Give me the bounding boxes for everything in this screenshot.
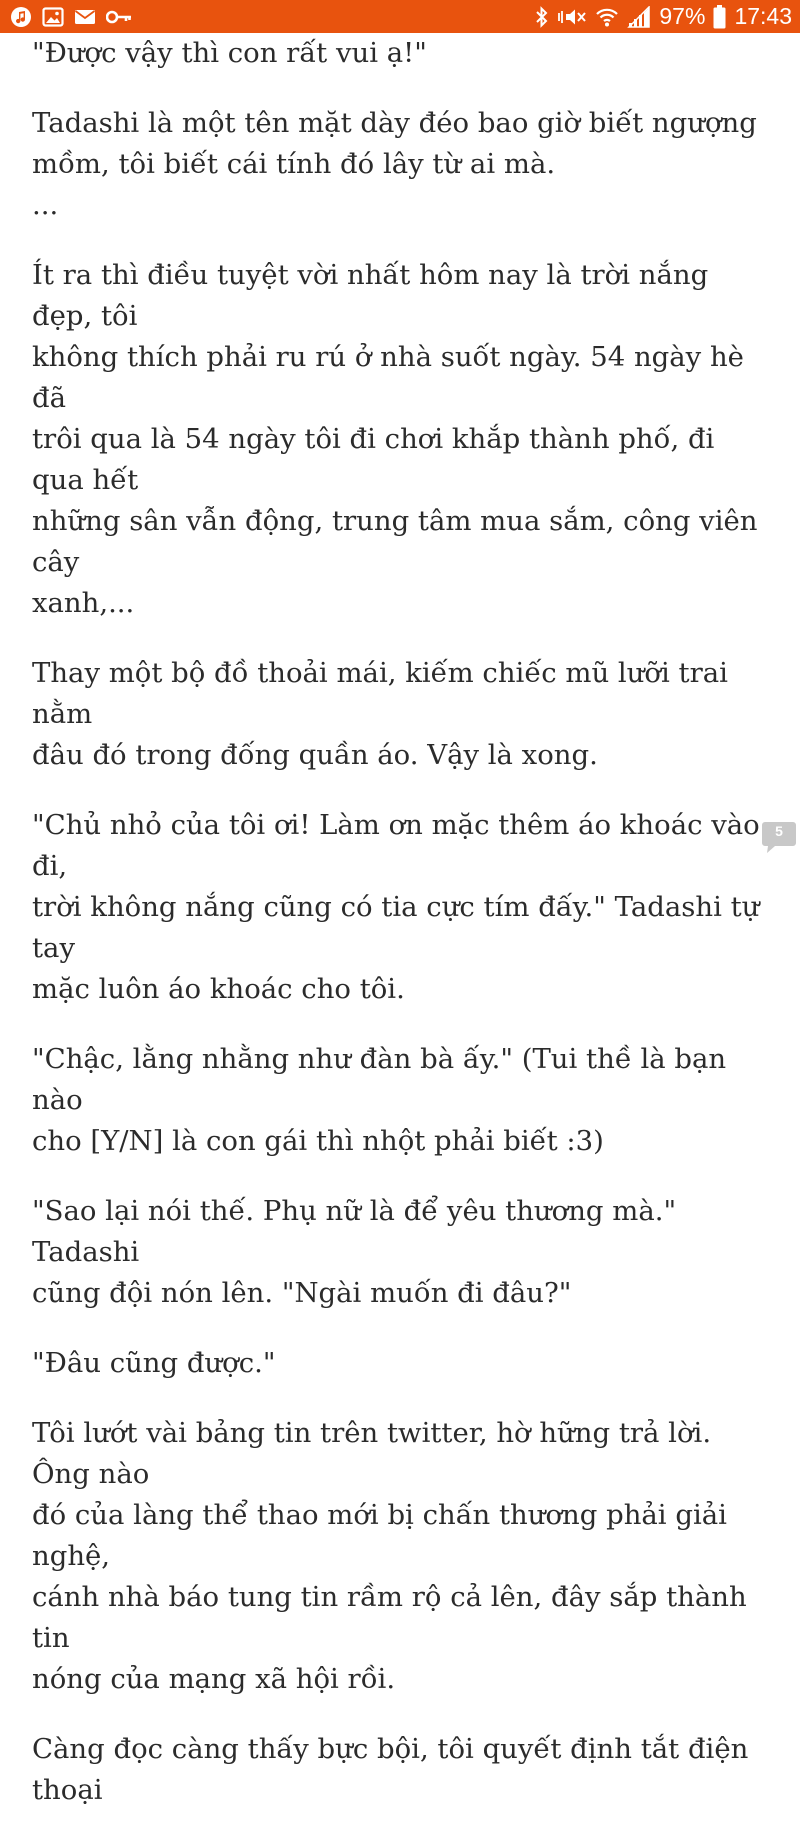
- text-line: những sân vẫn động, trung tâm mua sắm, công viên cây: [32, 505, 758, 578]
- text-line: đó của làng thể thao mới bị chấn thương phải giải nghệ,: [32, 1499, 727, 1572]
- text-line: cho [Y/N] là con gái thì nhột phải biết :3): [32, 1125, 604, 1157]
- text-line: "Sao lại nói thế. Phụ nữ là để yêu thương mà." Tadashi: [32, 1195, 677, 1268]
- text-line: Thay một bộ đồ thoải mái, kiếm chiếc mũ lưỡi trai nằm: [32, 657, 728, 730]
- text-line: Tadashi là một tên mặt dày đéo bao giờ biết ngượng: [32, 107, 757, 139]
- text-line: nóng của mạng xã hội rồi.: [32, 1663, 396, 1695]
- text-line: Càng đọc càng thấy bực bội, tôi quyết định tắt điện thoại: [32, 1733, 749, 1806]
- signal-icon: [627, 6, 651, 28]
- key-icon: [106, 6, 132, 28]
- wifi-icon: [595, 6, 619, 28]
- text-line: xanh,...: [32, 587, 135, 619]
- story-paragraph: [32, 1191, 762, 1314]
- story-paragraph: [32, 1343, 762, 1384]
- story-text: [32, 33, 762, 1840]
- text-line: mặc luôn áo khoác cho tôi.: [32, 973, 405, 1005]
- mail-icon: [74, 6, 96, 28]
- story-paragraph: [32, 1039, 762, 1162]
- status-bar: [0, 0, 800, 33]
- clock: 17:43: [734, 3, 792, 29]
- text-line: Tôi lướt vài bảng tin trên twitter, hờ hững trả lời. Ông nào: [32, 1417, 712, 1490]
- story-paragraph: [32, 653, 762, 776]
- text-line: Ít ra thì điều tuyệt vời nhất hôm nay là trời nắng đẹp, tôi: [32, 259, 709, 332]
- system-status: [535, 0, 792, 33]
- text-line: ...: [32, 189, 59, 221]
- vibrate-mute-icon: [557, 6, 587, 28]
- story-paragraph: [32, 1729, 762, 1811]
- comment-count[interactable]: 5: [775, 823, 783, 839]
- text-line: "Chậc, lằng nhằng như đàn bà ấy." (Tui thề là bạn nào: [32, 1043, 727, 1116]
- text-line: đâu đó trong đống quần áo. Vậy là xong.: [32, 739, 598, 771]
- text-line: cũng đội nón lên. "Ngài muốn đi đâu?": [32, 1277, 572, 1309]
- text-line: cánh nhà báo tung tin rầm rộ cả lên, đây sắp thành tin: [32, 1581, 747, 1654]
- story-paragraph: [32, 255, 762, 624]
- text-line: mồm, tôi biết cái tính đó lây từ ai mà.: [32, 148, 556, 180]
- story-paragraph: [32, 33, 762, 74]
- text-line: "Đâu cũng được.": [32, 1347, 276, 1379]
- battery-percent: 97%: [659, 3, 706, 29]
- story-paragraph: [32, 1413, 762, 1700]
- story-paragraph: [32, 103, 762, 226]
- text-line: trôi qua là 54 ngày tôi đi chơi khắp thành phố, đi qua hết: [32, 423, 715, 496]
- notification-icons: [10, 6, 132, 28]
- text-line: không thích phải ru rú ở nhà suốt ngày. 54 ngày hè đã: [32, 341, 744, 414]
- text-line: "Chủ nhỏ của tôi ơi! Làm ơn mặc thêm áo khoác vào đi,: [32, 809, 760, 882]
- paragraph-comment-badge[interactable]: [762, 820, 796, 854]
- text-line: trời không nắng cũng có tia cực tím đấy." Tadashi tự tay: [32, 891, 760, 964]
- bluetooth-icon: [535, 6, 549, 28]
- text-line: "Được vậy thì con rất vui ạ!": [32, 37, 427, 69]
- battery-icon: [713, 5, 726, 29]
- music-note-icon: [10, 6, 32, 28]
- image-icon: [42, 6, 64, 28]
- story-paragraph: [32, 805, 762, 1010]
